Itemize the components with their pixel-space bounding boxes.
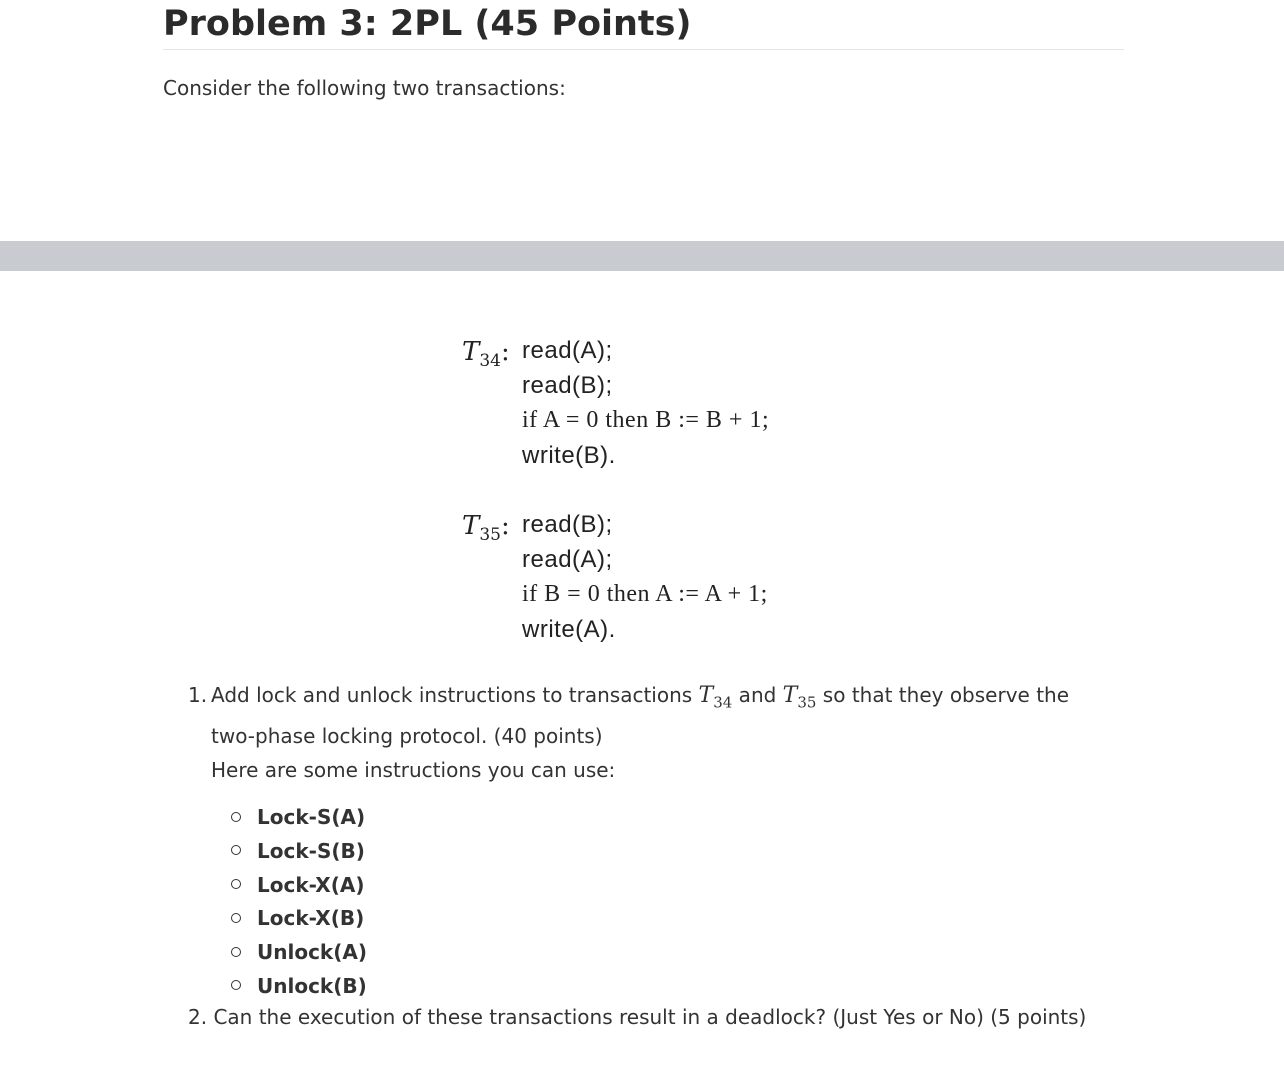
list-item: Lock-S(A) [231,801,367,835]
circle-bullet-icon [231,879,241,889]
circle-bullet-icon [231,913,241,923]
question-number: 1. [188,683,208,707]
statement-line: if A = 0 then B := B + 1; [522,407,770,433]
statement-line: write(A). [522,616,616,643]
statement-line: read(B); [522,372,613,399]
question-text: Can the execution of these transactions result in a deadlock? (Just Yes or No) (5 points) [213,1005,1087,1029]
question-2 [188,1005,1086,1029]
title-divider [163,49,1124,50]
intro-text: Consider the following two transactions: [163,76,566,100]
statement-line: read(A); [522,546,613,573]
transaction-label: $T_{35}$: [462,511,510,546]
statement-line: if B = 0 then A := A + 1; [522,581,768,607]
circle-bullet-icon [231,980,241,990]
question-number: 2. [188,1005,208,1029]
instructions-intro: Here are some instructions you can use: [211,758,616,782]
statement-line: write(B). [522,442,616,469]
circle-bullet-icon [231,947,241,957]
question-text: Add lock and unlock instructions to transactions $T_{34}$ and $T_{35}$ so that they observe the two-phase locking protocol. (40 points) [211,683,1070,749]
list-item: Unlock(A) [231,936,367,970]
transaction-t34 [462,337,882,477]
circle-bullet-icon [231,845,241,855]
page-title: Problem 3: 2PL (45 Points) [163,4,692,44]
math-t35: $T_{35}$ [782,683,817,712]
statement-line: read(A); [522,337,613,364]
transaction-t35 [462,511,882,651]
transaction-label: $T_{34}$: [462,337,510,372]
question-1 [188,678,1118,753]
circle-bullet-icon [231,812,241,822]
image-placeholder-band [0,241,1284,271]
list-item: Unlock(B) [231,970,367,1004]
math-t34: $T_{34}$ [698,683,733,712]
list-item: Lock-S(B) [231,835,367,869]
list-item: Lock-X(A) [231,869,367,903]
list-item: Lock-X(B) [231,902,367,936]
statement-line: read(B); [522,511,613,538]
instruction-list [231,801,367,1004]
